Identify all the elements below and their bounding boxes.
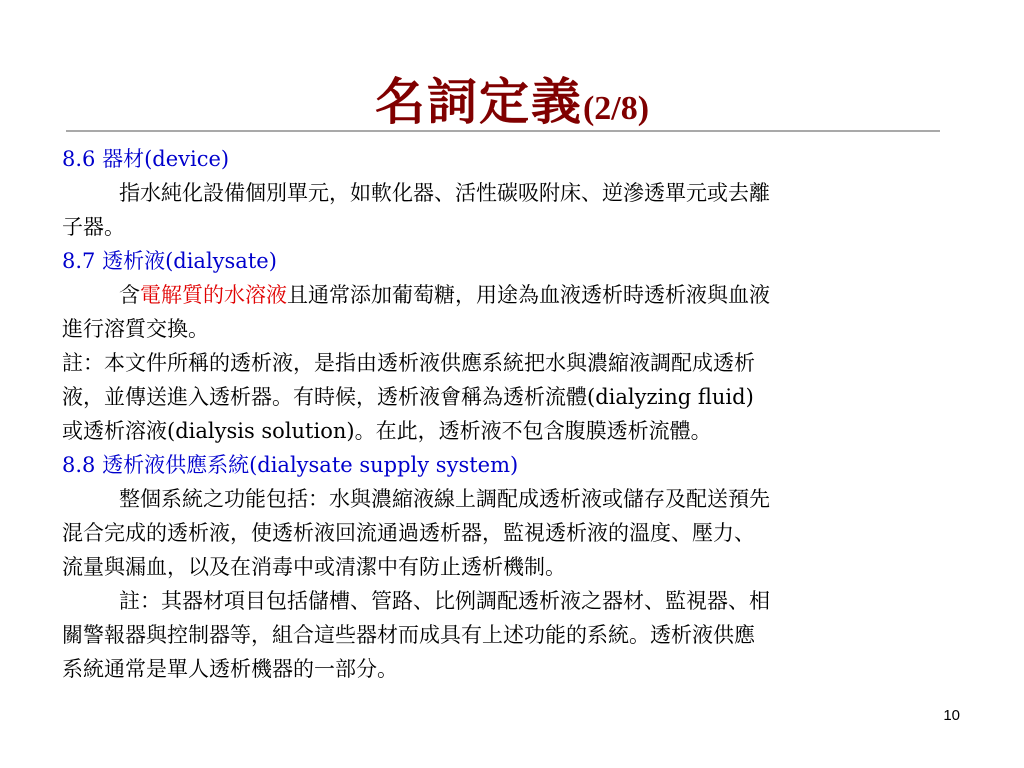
section-heading-8-8: 8.8 透析液供應系統(dialysate supply system) (62, 453, 519, 477)
text-suffix: 且通常添加葡萄糖，用途為血液透析時透析液與血液 (287, 283, 770, 307)
section-text-line: 整個系統之功能包括：水與濃縮液線上調配成透析液或儲存及配送預先 (119, 487, 770, 511)
highlighted-term: 電解質的水溶液 (140, 283, 287, 307)
section-text-line: 指水純化設備個別單元，如軟化器、活性碳吸附床、逆滲透單元或去離 (119, 181, 770, 205)
slide-body (62, 142, 1010, 686)
section-text-line: 子器。 (62, 215, 125, 239)
section-text-line: 流量與漏血，以及在消毒中或清潔中有防止透析機制。 (62, 555, 566, 579)
section-heading-8-7: 8.7 透析液(dialysate) (62, 249, 277, 273)
section-text-line (62, 278, 1010, 312)
note-line: 關警報器與控制器等，組合這些器材而成具有上述功能的系統。透析液供應 (62, 623, 755, 647)
note-line: 或透析溶液(dialysis solution)。在此，透析液不包含腹膜透析流體。 (62, 419, 712, 443)
note-line: 系統通常是單人透析機器的一部分。 (62, 657, 398, 681)
note-line: 液，並傳送進入透析器。有時候，透析液會稱為透析流體(dialyzing fluid) (62, 385, 754, 409)
title-divider (66, 130, 940, 132)
slide-title-sub: (2/8) (582, 90, 650, 127)
section-heading-8-6: 8.6 器材(device) (62, 147, 230, 171)
slide-title (0, 62, 1024, 134)
note-line: 註：其器材項目包括儲槽、管路、比例調配透析液之器材、監視器、相 (119, 589, 770, 613)
section-text-line: 進行溶質交換。 (62, 317, 209, 341)
slide-title-main: 名詞定義 (374, 72, 583, 131)
note-line: 註：本文件所稱的透析液，是指由透析液供應系統把水與濃縮液調配成透析 (62, 351, 755, 375)
page-number: 10 (943, 707, 960, 724)
section-text-line: 混合完成的透析液，使透析液回流通過透析器，監視透析液的溫度、壓力、 (62, 521, 755, 545)
text-prefix: 含 (119, 283, 140, 307)
